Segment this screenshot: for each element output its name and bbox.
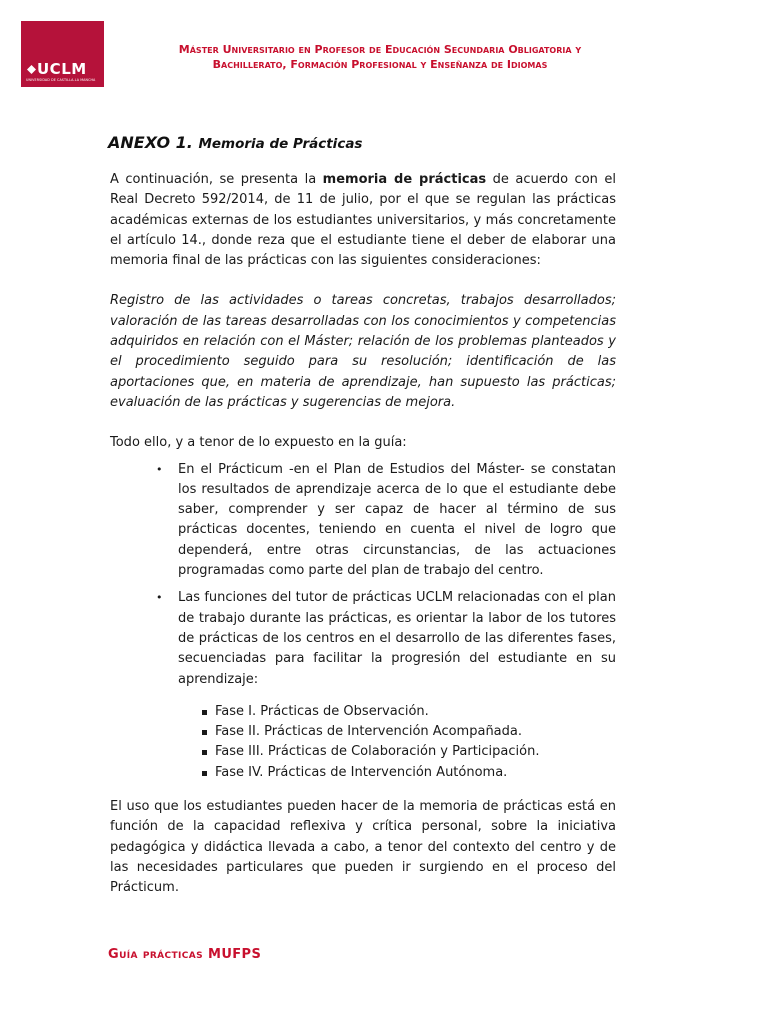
considerations-paragraph: Registro de las actividades o tareas concretas, trabajos desarrollados; valoración de las tareas desarrolladas con los conocimientos y competencias adquiridos en relación con el Máster; relación de los problemas planteados y el procedimiento seguido para su resolución; identificación de las aportaciones que, en materia de aprendizaje, han supuesto las prácticas; evaluación de las prácticas y sugerencias de mejora. (110, 293, 616, 410)
page-title (108, 133, 362, 152)
header-line-2: Bachillerato, Formación Profesional y Enseñanza de Idiomas (212, 58, 548, 71)
document-header (125, 42, 635, 72)
bullet-icon: • (156, 462, 163, 476)
page-footer: Guía prácticas MUFPS (108, 947, 262, 962)
closing-paragraph: El uso que los estudiantes pueden hacer de la memoria de prácticas está en función de la capacidad reflexiva y crítica personal, sobre la iniciativa pedagógica y didáctica llevada a cabo, a tenor del contexto del centro y de las necesidades particulares que pueden ir surgiendo en el proceso del Prácticum. (110, 799, 616, 896)
phase-text: Fase I. Prácticas de Observación. (215, 703, 429, 719)
logo-text: UCLM (37, 60, 87, 78)
list-item (215, 742, 616, 762)
uclm-logo (21, 21, 104, 87)
square-bullet-icon (202, 710, 207, 715)
title-name: Memoria de Prácticas (198, 136, 363, 152)
square-bullet-icon (202, 750, 207, 755)
logo-subtitle: UNIVERSIDAD DE CASTILLA-LA MANCHA (26, 78, 96, 82)
intro-paragraph (110, 170, 616, 271)
intro-text-end: de acuerdo con el Real Decreto 592/2014, de 11 de julio, por el que se regulan las prácticas académicas externas de los estudiantes universitarios, y más concretamente el artículo 14., donde reza que el estudiante tiene el deber de elaborar una memoria final de las prácticas con las siguientes consideraciones: (110, 172, 616, 269)
list-item (215, 702, 616, 722)
phases-list (178, 702, 616, 783)
phase-text: Fase III. Prácticas de Colaboración y Participación. (215, 744, 540, 760)
list-item (215, 763, 616, 783)
document-body (110, 170, 616, 899)
list-item (215, 722, 616, 742)
list-item (156, 588, 616, 783)
bullet-text: En el Prácticum -en el Plan de Estudios del Máster- se constatan los resultados de aprendizaje acerca de lo que el estudiante debe saber, comprender y ser capaz de hacer al término de sus prácticas docentes, teniendo en cuenta el nivel de logro que dependerá, entre otras circunstancias, de las actuaciones programadas como parte del plan de trabajo del centro. (178, 461, 616, 579)
bullet-list (110, 460, 616, 783)
header-line-1: Máster Universitario en Profesor de Educación Secundaria Obligatoria y (178, 43, 582, 56)
title-annex: ANEXO 1. (108, 133, 193, 152)
square-bullet-icon (202, 730, 207, 735)
bullet-icon: • (156, 591, 163, 605)
logo-mark-icon (27, 65, 36, 74)
list-item (156, 460, 616, 582)
bullet-text: Las funciones del tutor de prácticas UCLM relacionadas con el plan de trabajo durante las prácticas, es orientar la labor de los tutores de prácticas de los centros en el desarrollo de las diferentes fases, secuenciadas para facilitar la progresión del estudiante en su aprendizaje: (178, 590, 616, 687)
intro-text-start: A continuación, se presenta la (110, 172, 323, 187)
square-bullet-icon (202, 771, 207, 776)
intro-bold-term: memoria de prácticas (322, 172, 487, 187)
guide-intro-paragraph: Todo ello, y a tenor de lo expuesto en la guía: (110, 435, 407, 451)
phase-text: Fase IV. Prácticas de Intervención Autónoma. (215, 764, 508, 780)
phase-text: Fase II. Prácticas de Intervención Acompañada. (215, 724, 522, 740)
